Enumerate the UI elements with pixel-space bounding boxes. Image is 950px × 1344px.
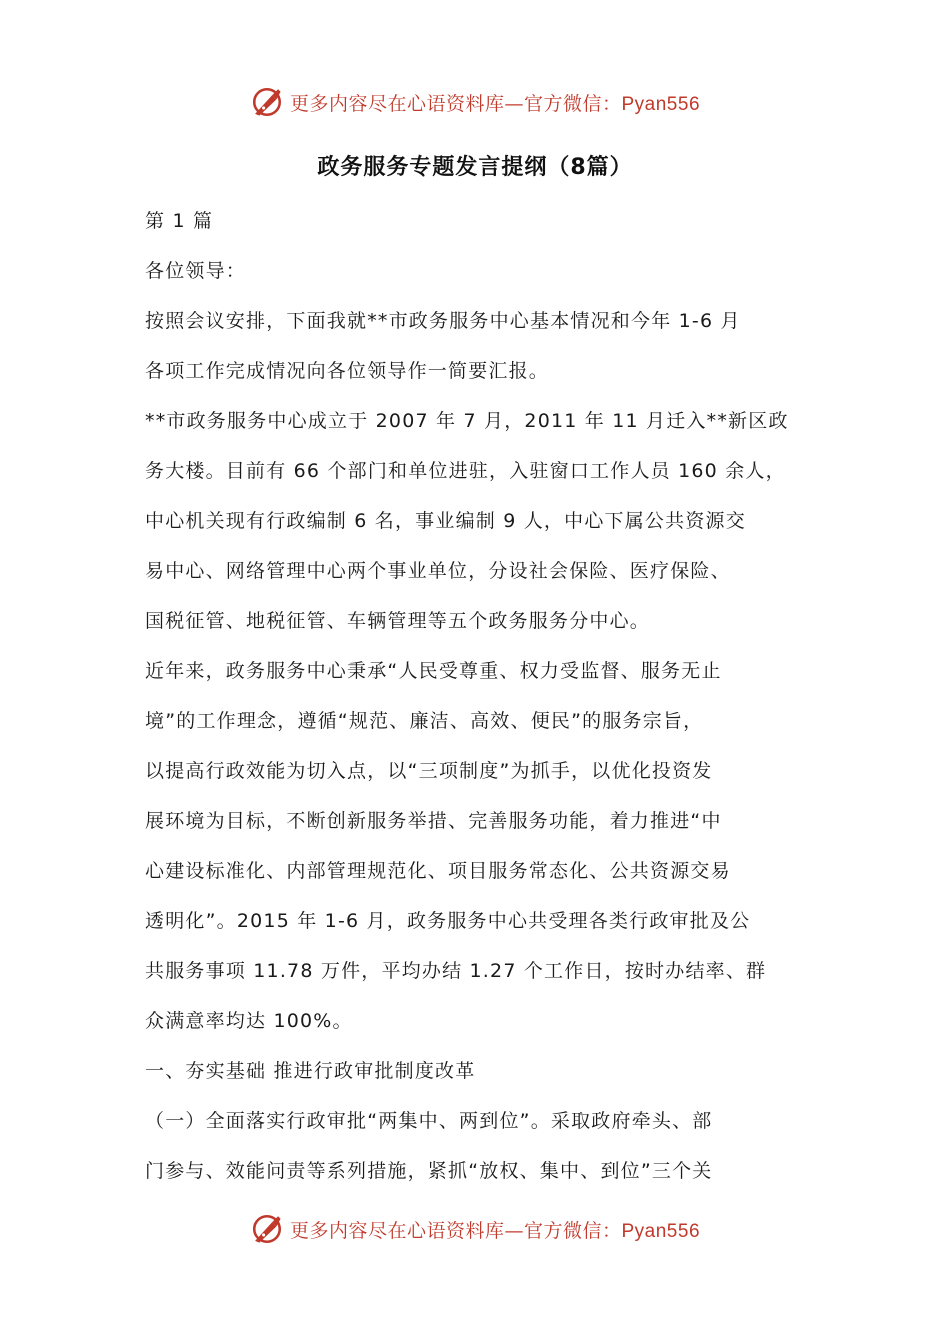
paragraph-line: 门参与、效能问责等系列措施，紧抓“放权、集中、到位”三个关 bbox=[145, 1160, 713, 1182]
footer-banner bbox=[0, 1207, 950, 1251]
header-banner bbox=[0, 80, 950, 124]
paragraph-line: 以提高行政效能为切入点，以“三项制度”为抓手，以优化投资发 bbox=[145, 760, 713, 782]
paragraph-line: 按照会议安排，下面我就**市政务服务中心基本情况和今年 1-6 月 bbox=[145, 310, 741, 332]
banner-text bbox=[290, 89, 700, 116]
paragraph-line: 务大楼。目前有 66 个部门和单位进驻，入驻窗口工作人员 160 余人， bbox=[145, 460, 786, 482]
banner-slogan: 更多内容尽在心语资料库—官方微信： bbox=[289, 92, 622, 115]
subsection-heading: 一、夯实基础 推进行政审批制度改革 bbox=[145, 1060, 476, 1082]
wechat-id: Pyan556 bbox=[621, 1220, 701, 1242]
paragraph-line: 中心机关现有行政编制 6 名，事业编制 9 人，中心下属公共资源交 bbox=[145, 510, 746, 532]
paragraph-line: 众满意率均达 100%。 bbox=[145, 1010, 353, 1032]
pen-nib-logo-icon bbox=[250, 85, 284, 119]
paragraph-line: **市政务服务中心成立于 2007 年 7 月，2011 年 11 月迁入**新区政 bbox=[145, 410, 789, 432]
paragraph-line: 展环境为目标，不断创新服务举措、完善服务功能，着力推进“中 bbox=[145, 810, 722, 832]
wechat-id: Pyan556 bbox=[621, 93, 701, 115]
section-heading: 第 1 篇 bbox=[145, 210, 214, 232]
paragraph-line: 境”的工作理念，遵循“规范、廉洁、高效、便民”的服务宗旨， bbox=[145, 710, 704, 732]
paragraph-line: 共服务事项 11.78 万件，平均办结 1.27 个工作日，按时办结率、群 bbox=[145, 960, 767, 982]
paragraph-line: 透明化”。2015 年 1-6 月，政务服务中心共受理各类行政审批及公 bbox=[145, 910, 751, 932]
paragraph-line: （一）全面落实行政审批“两集中、两到位”。采取政府牵头、部 bbox=[145, 1110, 713, 1132]
paragraph-line: 国税征管、地税征管、车辆管理等五个政务服务分中心。 bbox=[145, 610, 651, 632]
document-body bbox=[145, 196, 807, 1196]
pen-nib-logo-icon bbox=[250, 1212, 284, 1246]
paragraph-line: 各项工作完成情况向各位领导作一简要汇报。 bbox=[145, 360, 550, 382]
salutation: 各位领导： bbox=[145, 260, 247, 282]
paragraph-line: 心建设标准化、内部管理规范化、项目服务常态化、公共资源交易 bbox=[145, 860, 731, 882]
paragraph-line: 近年来，政务服务中心秉承“人民受尊重、权力受监督、服务无止 bbox=[145, 660, 722, 682]
paragraph-line: 易中心、网络管理中心两个事业单位，分设社会保险、医疗保险、 bbox=[145, 560, 731, 582]
banner-slogan: 更多内容尽在心语资料库—官方微信： bbox=[289, 1219, 622, 1242]
banner-text bbox=[290, 1216, 700, 1243]
document-title: 政务服务专题发言提纲（8篇） bbox=[317, 155, 633, 180]
